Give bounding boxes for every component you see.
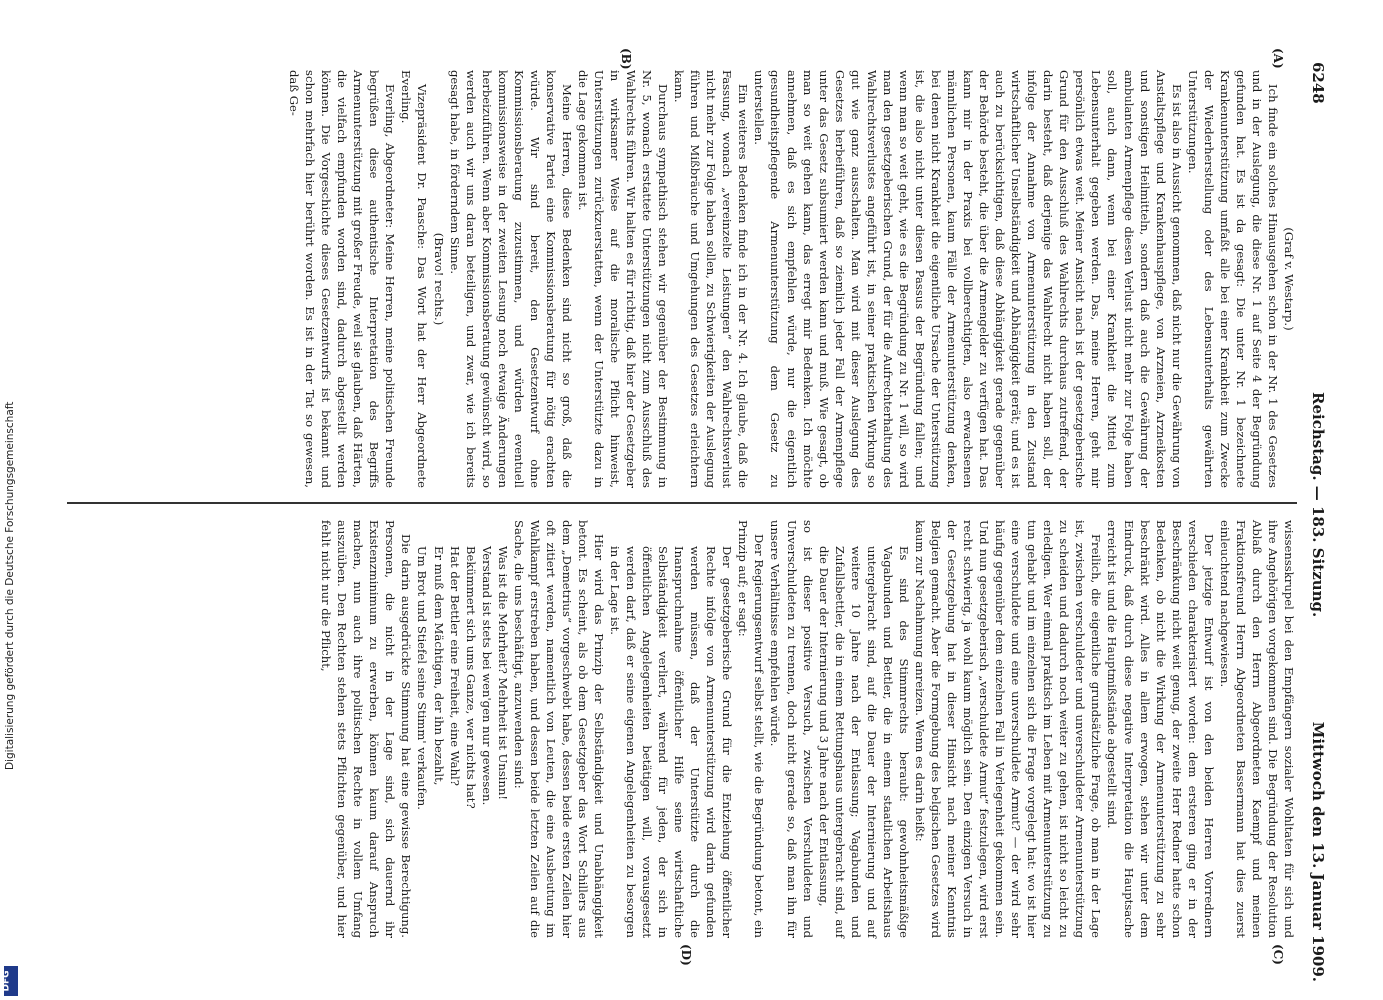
digitization-credit: [4, 0, 22, 1000]
paragraph: Meine Herren, diese Bedenken sind nicht so groß, daß die konservative Partei eine Kommissionsberatung für nötig erachten würde. Wir sind bereit, den Gesetzentwurf ohne Kommissionsberatung zuzustimmen, und würden eventuell kommissionsweise in der zweiten Lesung noch etwaige Änderungen herbeizuführen. Wenn aber Kommissionsberatung gewünscht wird, so werden auch wir uns daran beteiligen, und zwar, wie ich bereits gesagt habe, in förderndem Sinne.: [447, 70, 574, 488]
margin-label-b: (B): [619, 48, 633, 70]
paragraph: Es ist also in Aussicht genommen, daß nicht nur die Gewährung von Anstaltspflege und Krankenhauspflege, von Arzneien, Arzneikosten und sonstigen Heilmitteln, sondern daß auch die Gewährung der ambulanten Armenpflege diesen Verlust nicht mehr zur Folge haben soll, auch dann, wenn bei einer Krankheit die Mittel zum Lebensunterhalt gegeben werden. Das, meine Herren, geht mir persönlich etwas weit. Meiner Ansicht nach ist der gesetzgeberische Grund für den Ausschluß des Wahlrechts durchaus zutreffend, der darin besteht, daß derjenige das Wahlrecht nicht haben soll, der infolge der Annahme von Armenunterstützung in den Zustand wirtschaftlicher Unselbständigkeit und Abhängigkeit gerät; und es ist auch zu berücksichtigen, daß diese Abhängigkeit gerade gegenüber der Behörde besteht, die über die Armengelder zu verfügen hat. Das kann mir in der Praxis bei vollberechtigten, also erwachsenen männlichen Personen, kaum Fälle der Armenunterstützung denken, bei denen nicht Krankheit die eigentliche Ursache der Unterstützung ist, die also nicht unter diesen Passus der Begründung fallen; und wenn man so weit geht, wie es die Begründung zu Nr. 1 will, so wird man den gesetzgeberischen Grund, der für die Aufrechterhaltung des Wahlrechtsverlustes angeführt ist, in seiner praktischen Wirkung so gut wie ganz ausschalten. Man wird mit dieser Auslegung des Gesetzes herbeiführen, daß so ziemlich jeder Fall der Armenpflege unter das Gesetz subsumiert werden kann und muß. Wie gesagt, ob man so weit gehen kann, das erregt mir Bedenken. Ich möchte annehmen, daß es sich empfehlen würde, nur die eigentlich gesundheitspflegende Armenunterstützung dem Gesetz zu unterstellen.: [752, 70, 1184, 488]
dfg-logo: DFG: [4, 966, 18, 996]
paragraph: Freilich, die eigentliche grundsätzliche Frage, ob man in der Lage ist, zwischen verschuldeter und unverschuldeter Armenunterstützung zu scheiden und dadurch noch weiter zu gehen, ist nicht so leicht zu erledigen. Wer einmal praktisch im Leben mit Armenunterstützung zu tun gehabt und im einzelnen sich die Frage vorgelegt hat: wo ist hier eine verschuldete und eine unverschuldete Armut? — der wird sehr häufig gegenüber dem einzelnen Fall in Verlegenheit gekommen sein. Und nun gesetzgeberisch „verschuldete Armut“ festzulegen, wird erst recht schwierig, ja wohl kaum möglich sein. Den einzigen Versuch in der Gesetzgebung hat in dieser Hinsicht nach meiner Kenntnis Belgien gemacht. Aber die Formgebung des belgischen Gesetzes wird kaum zur Nachahmung anreizen. Wenn es darin heißt:: [912, 520, 1104, 938]
digitization-credit-text: Digitalisierung gefördert durch die Deutsche Forschungsgemeinschaft: [4, 401, 16, 770]
verse-line: Was ist die Mehrheit? Mehrheit ist Unsinn!: [495, 546, 510, 801]
verse-line: Bekümmert sich ums Ganze, wer nichts hat?: [463, 546, 478, 809]
paragraph: Everling, Abgeordneter: Meine Herren, meine politischen Freunde begrüßen diese authentische Interpretation des Begriffs Armenunterstützung mit großer Freude, weil sie glauben, daß Härten, die vielfach empfunden worden sind, dadurch abgestellt werden können. Die Vorgeschichte dieses Gesetzentwurfs ist bekannt und schon mehrfach hier berührt worden. Es ist in der Tat so gewesen, daß Ge-: [287, 70, 398, 488]
verse-line: Er muß dem Mächtigen, der ihn bezahlt,: [431, 546, 446, 786]
quoted-bill: Der gesetzgeberische Grund für die Entziehung öffentlicher Rechte infolge von Armenunterstützung wird darin gefunden werden müssen, daß der Unterstützte durch die Inanspruchnahme öffentlicher Hilfe seine wirtschaftliche Selbständigkeit verliert, während für jeden, der sich in öffentlichen Angelegenheiten betätigen will, vorausgesetzt werden darf, daß er seine eigenen Angelegenheiten zu besorgen in der Lage ist.: [608, 546, 735, 938]
page-number: 6248: [1309, 62, 1327, 104]
right-column: [318, 520, 1297, 938]
margin-label-a: (A): [1271, 48, 1285, 69]
paragraph: Der Regierungsentwurf selbst stellt, wie die Begründung betont, ein Prinzip auf; er sagt:: [736, 520, 767, 938]
paragraph: Durchaus sympathisch stehen wir gegenüber der Bestimmung in Nr. 5, wonach erstattete Unterstützungen nicht zum Ausschluß des Wahlrechts führen. Wir halten es für richtig, daß hier der Gesetzgeber in wirksamer Weise auf die moralische Pflicht hinweist, Unterstützungen zurückzuerstatten, wenn der Unterstützte dazu in die Lage gekommen ist.: [575, 70, 671, 488]
verse-line: Hat der Bettler eine Freiheit, eine Wahl?: [447, 546, 462, 786]
left-column: [286, 70, 1297, 488]
quoted-law: Es sind des Stimmrechts beraubt: gewohnheitsmäßige Vagabunden und Bettler, die in einem staatlichen Arbeitshaus untergebracht sind, auf die Dauer der Internierung und auf weitere 10 Jahre nach der Entlassung; Vagabunden und Zufallsbettler, die in einem Rettungshaus untergebracht sind, auf die Dauer der Internierung und 3 Jahre nach der Entlassung,: [816, 546, 911, 938]
paragraph: Die darin ausgedrückte Stimmung hat eine gewisse Berechtigung. Personen, die nicht in der Lage sind, sich dauernd ihr Existenzminimum zu erwerben, können kaum darauf Anspruch machen, nun auch ihre politischen Rechte in vollem Umfang auszuüben. Den Rechten stehen stets Pflichten gegenüber, und hier fehlt nicht nur die Pflicht,: [319, 520, 414, 938]
column-divider: [67, 502, 1297, 504]
margin-label-c: (C): [1271, 944, 1285, 965]
verse-line: Verstand ist stets bei wen'gen nur gewesen.: [479, 546, 494, 806]
paragraph: Hier wird das Prinzip der Selbständigkeit und Unabhängigkeit betont. Es scheint, als ob dem Gesetzgeber das Wort Schillers aus dem „Demetrius“ vorgeschwebt habe, dessen beide ersten Zeilen hier oft zitiert werden, namentlich von Leuten, die eine Ausbeutung im Wahlkampf erstreben haben, und dessen beide letzten Zeilen auf die Sache, die uns beschäftigt, anzuwenden sind:: [511, 520, 606, 938]
document-page: [63, 0, 1333, 1000]
session-date: Mittwoch den 13. Januar 1909.: [1309, 721, 1327, 982]
paragraph: Vizepräsident Dr. Paasche: Das Wort hat der Herr Abgeordnete Everling.: [399, 70, 430, 488]
page-header: [1303, 62, 1327, 982]
paragraph: Ein weiteres Bedenken finde ich in der Nr. 4. Ich glaube, daß die Fassung, wonach „vereinzelte Leistungen“ den Wahlrechtsverlust nicht mehr zur Folge haben sollen, zu Schwierigkeiten der Auslegung führen und Mißbräuche und Umgehungen des Gesetzes erleichtern kann.: [672, 70, 751, 488]
applause-note: (Bravo! rechts.): [431, 232, 446, 326]
margin-label-d: (D): [679, 944, 693, 966]
paragraph: wissensskrupel bei den Empfängern sozialer Wohltaten für sich und ihre Angehörigen vorgekommen sind. Die Begründung der Resolution Ablaß durch den Herrn Abgeordneten Kaempf und meinen Fraktionsfreund Herrn Abgeordneten Bassermann hat dies zuerst einleuchtend nachgewiesen.: [1217, 520, 1296, 938]
paragraph: Der jetzige Entwurf ist von den beiden Herren Vorrednern verschieden charakterisiert worden: dem ersteren ging er in der Beschränkung nicht weit genug, der zweite Herr Redner hatte schon Bedenken, ob nicht die Wirkung der Armenunterstützung zu sehr beschränkt wird. Alles in allem erwogen, stehen wir unter dem Eindruck, daß durch diese negative Interpretation die Hauptsache erreicht ist und die Hauptmißstände abgestellt sind.: [1105, 520, 1216, 938]
paragraph: so ist dieser positive Versuch, zwischen Verschuldeten und Unverschuldeten zu trennen, doch nicht gerade so, daß man ihn für unsere Verhältnisse empfehlen würde.: [768, 520, 815, 938]
session-title: Reichstag. — 183. Sitzung.: [1309, 392, 1327, 618]
speaker-note: (Graf v. Westarp.): [1282, 227, 1296, 331]
paragraph: Ich finde ein solches Hinausgehen schon in der Nr. 1 des Gesetzes und in der Auslegung, die diese Nr. 1 auf Seite 4 der Begründung gefunden hat. Es ist da gesagt: Die unter Nr. 1 bezeichnete Krankenunterstützung umfaßt alle bei einer Krankheit zum Zwecke der Wiederherstellung oder des Lebensunterhalts gewährten Unterstützungen.: [1185, 70, 1280, 488]
verse-line: Um Brot und Stiefel seine Stimm' verkaufen.: [415, 546, 430, 810]
